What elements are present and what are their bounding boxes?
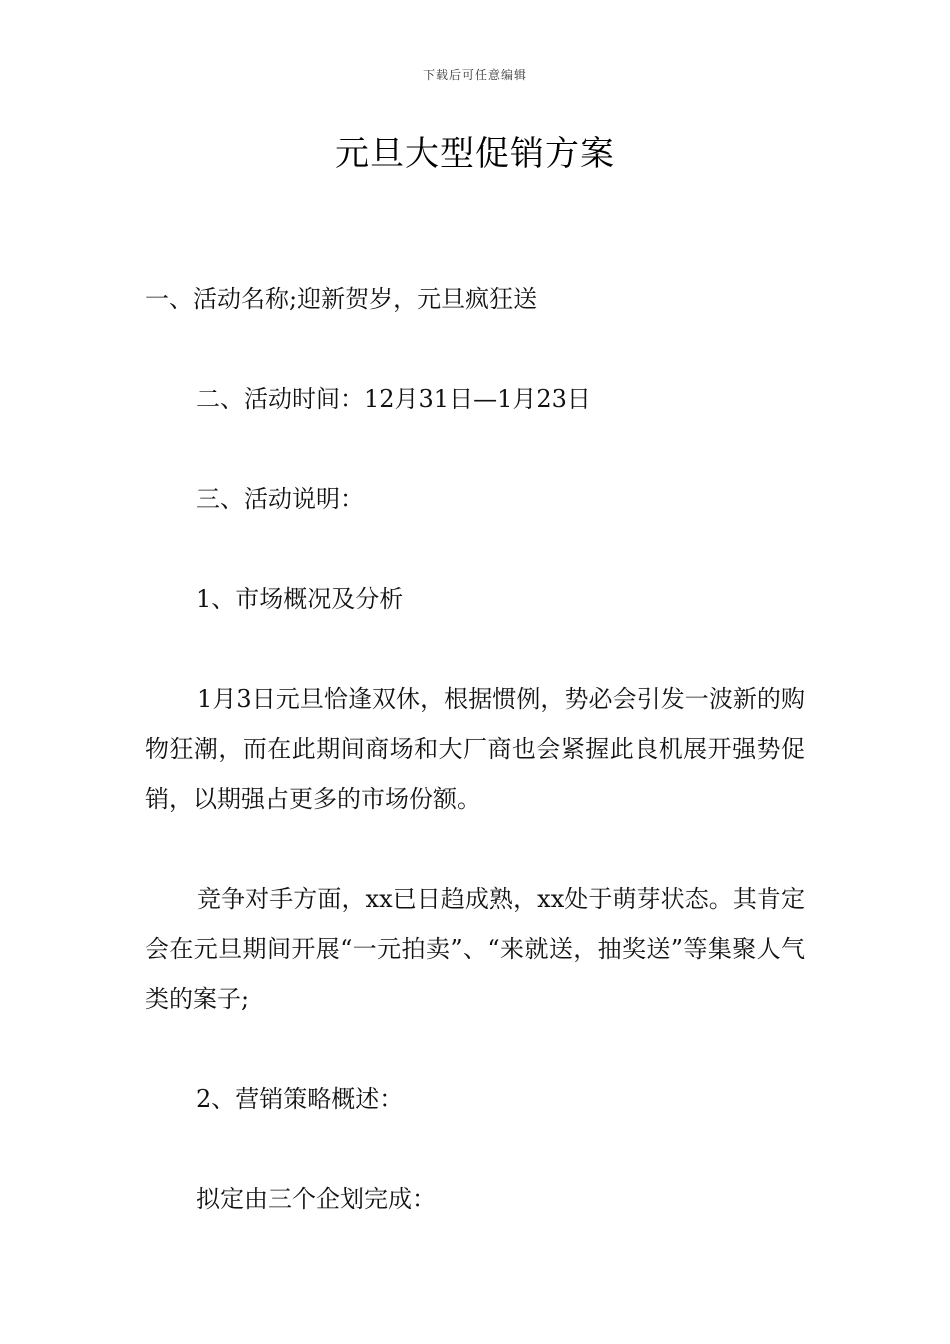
section-activity-description: 三、活动说明： xyxy=(196,485,364,513)
subsection-marketing-strategy: 2、营销策略概述： xyxy=(196,1085,404,1113)
paragraph-market-analysis: 1月3日元旦恰逢双休，根据惯例，势必会引发一波新的购物狂潮，而在此期间商场和大厂商也会紧握此良机展开强势促销，以期强占更多的市场份额。 xyxy=(145,685,805,813)
section-activity-name: 一、活动名称;迎新贺岁，元旦疯狂送 xyxy=(145,285,538,313)
subsection-market-overview: 1、市场概况及分析 xyxy=(196,585,404,613)
section-activity-time: 二、活动时间：12月31日—1月23日 xyxy=(196,385,591,413)
document-title: 元旦大型促销方案 xyxy=(335,134,615,174)
page-header-note: 下载后可任意编辑 xyxy=(422,68,527,82)
paragraph-competitor-analysis: 竞争对手方面，xx已日趋成熟，xx处于萌芽状态。其肯定会在元旦期间开展“一元拍卖”、“来就送，抽奖送”等集聚人气类的案子; xyxy=(145,885,805,1013)
paragraph-planning-intro: 拟定由三个企划完成： xyxy=(196,1185,436,1213)
